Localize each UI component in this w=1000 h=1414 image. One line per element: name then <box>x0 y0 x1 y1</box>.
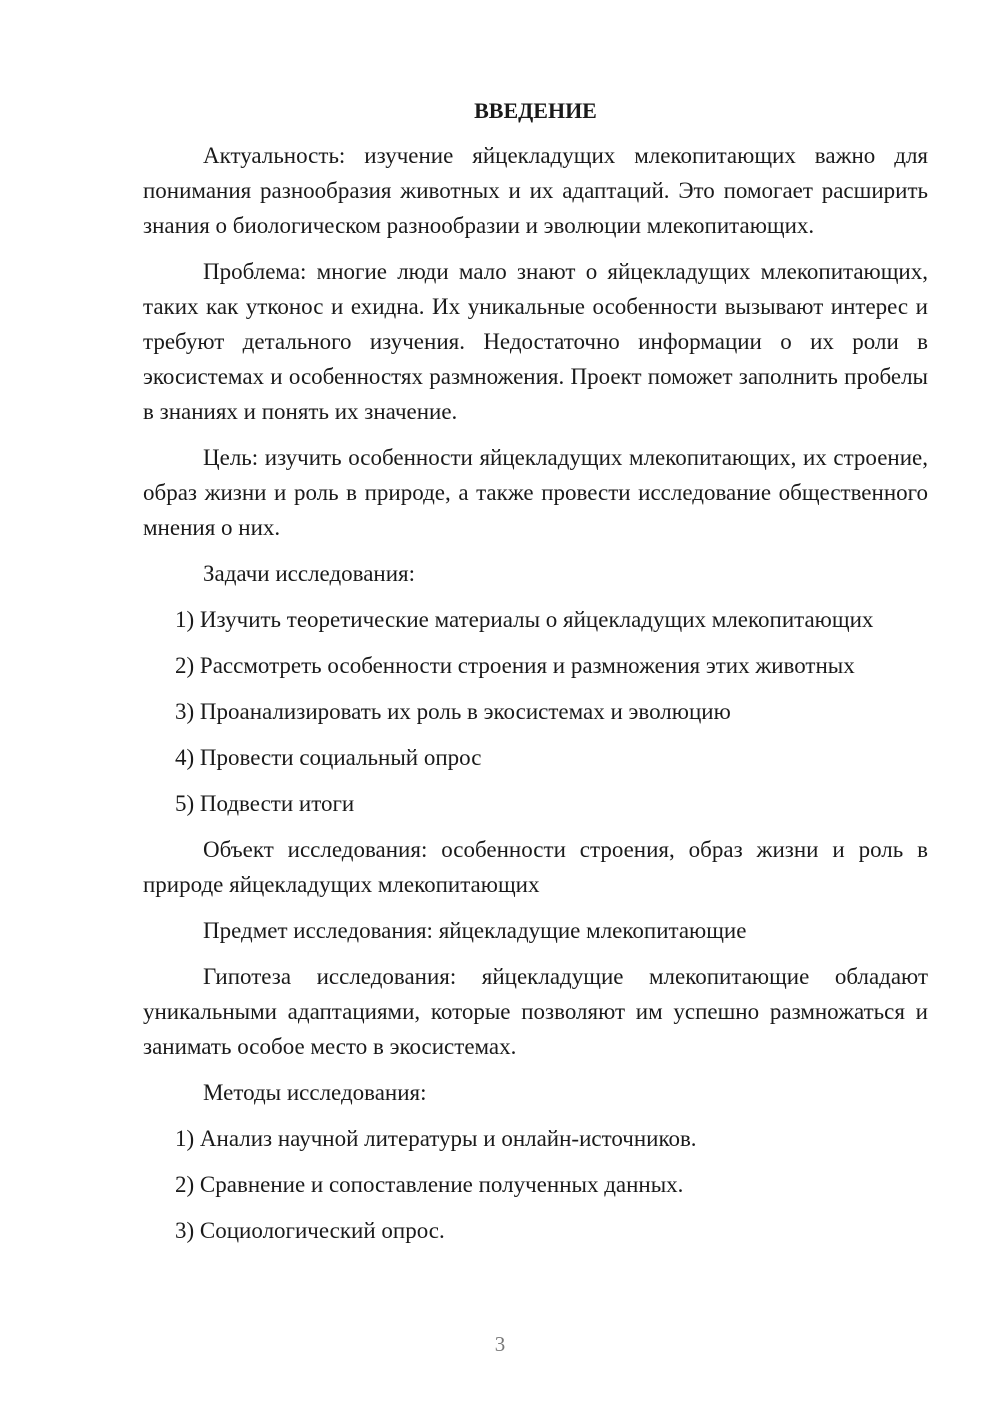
task-item: 4) Провести социальный опрос <box>175 745 482 770</box>
task-item: 3) Проанализировать их роль в экосистемах и эволюцию <box>175 699 731 724</box>
method-item: 1) Анализ научной литературы и онлайн-источников. <box>175 1126 697 1151</box>
page-title: ВВЕДЕНИЕ <box>474 98 597 123</box>
methods-list <box>143 1121 928 1248</box>
page-number: 3 <box>494 1332 506 1356</box>
problem-paragraph: Проблема: многие люди мало знают о яйцекладущих млекопитающих, таких как утконос и ехидна. Их уникальные особенности вызывают интерес и требуют детального изучения. Недостаточно информации о их роли в экосистемах и особенностях размножения. Проект поможет заполнить пробелы в знаниях и понять их значение. <box>143 259 928 424</box>
method-item: 3) Социологический опрос. <box>175 1218 445 1243</box>
subject-line: Предмет исследования: яйцекладущие млекопитающие <box>203 918 747 943</box>
object-paragraph: Объект исследования: особенности строения, образ жизни и роль в природе яйцекладущих млекопитающих <box>143 837 928 897</box>
task-item: 2) Рассмотреть особенности строения и размножения этих животных <box>175 653 855 678</box>
task-item: 1) Изучить теоретические материалы о яйцекладущих млекопитающих <box>175 607 874 632</box>
methods-heading: Методы исследования: <box>203 1080 427 1105</box>
task-item: 5) Подвести итоги <box>175 791 355 816</box>
relevance-paragraph: Актуальность: изучение яйцекладущих млекопитающих важно для понимания разнообразия животных и их адаптаций. Это помогает расширить знания о биологическом разнообразии и эволюции млекопитающих. <box>143 143 928 238</box>
hypothesis-paragraph: Гипотеза исследования: яйцекладущие млекопитающие обладают уникальными адаптациями, которые позволяют им успешно размножаться и занимать особое место в экосистемах. <box>143 964 928 1059</box>
goal-paragraph: Цель: изучить особенности яйцекладущих млекопитающих, их строение, образ жизни и роль в природе, а также провести исследование общественного мнения о них. <box>143 445 928 540</box>
tasks-heading: Задачи исследования: <box>203 561 416 586</box>
tasks-list <box>143 602 928 821</box>
method-item: 2) Сравнение и сопоставление полученных данных. <box>175 1172 684 1197</box>
